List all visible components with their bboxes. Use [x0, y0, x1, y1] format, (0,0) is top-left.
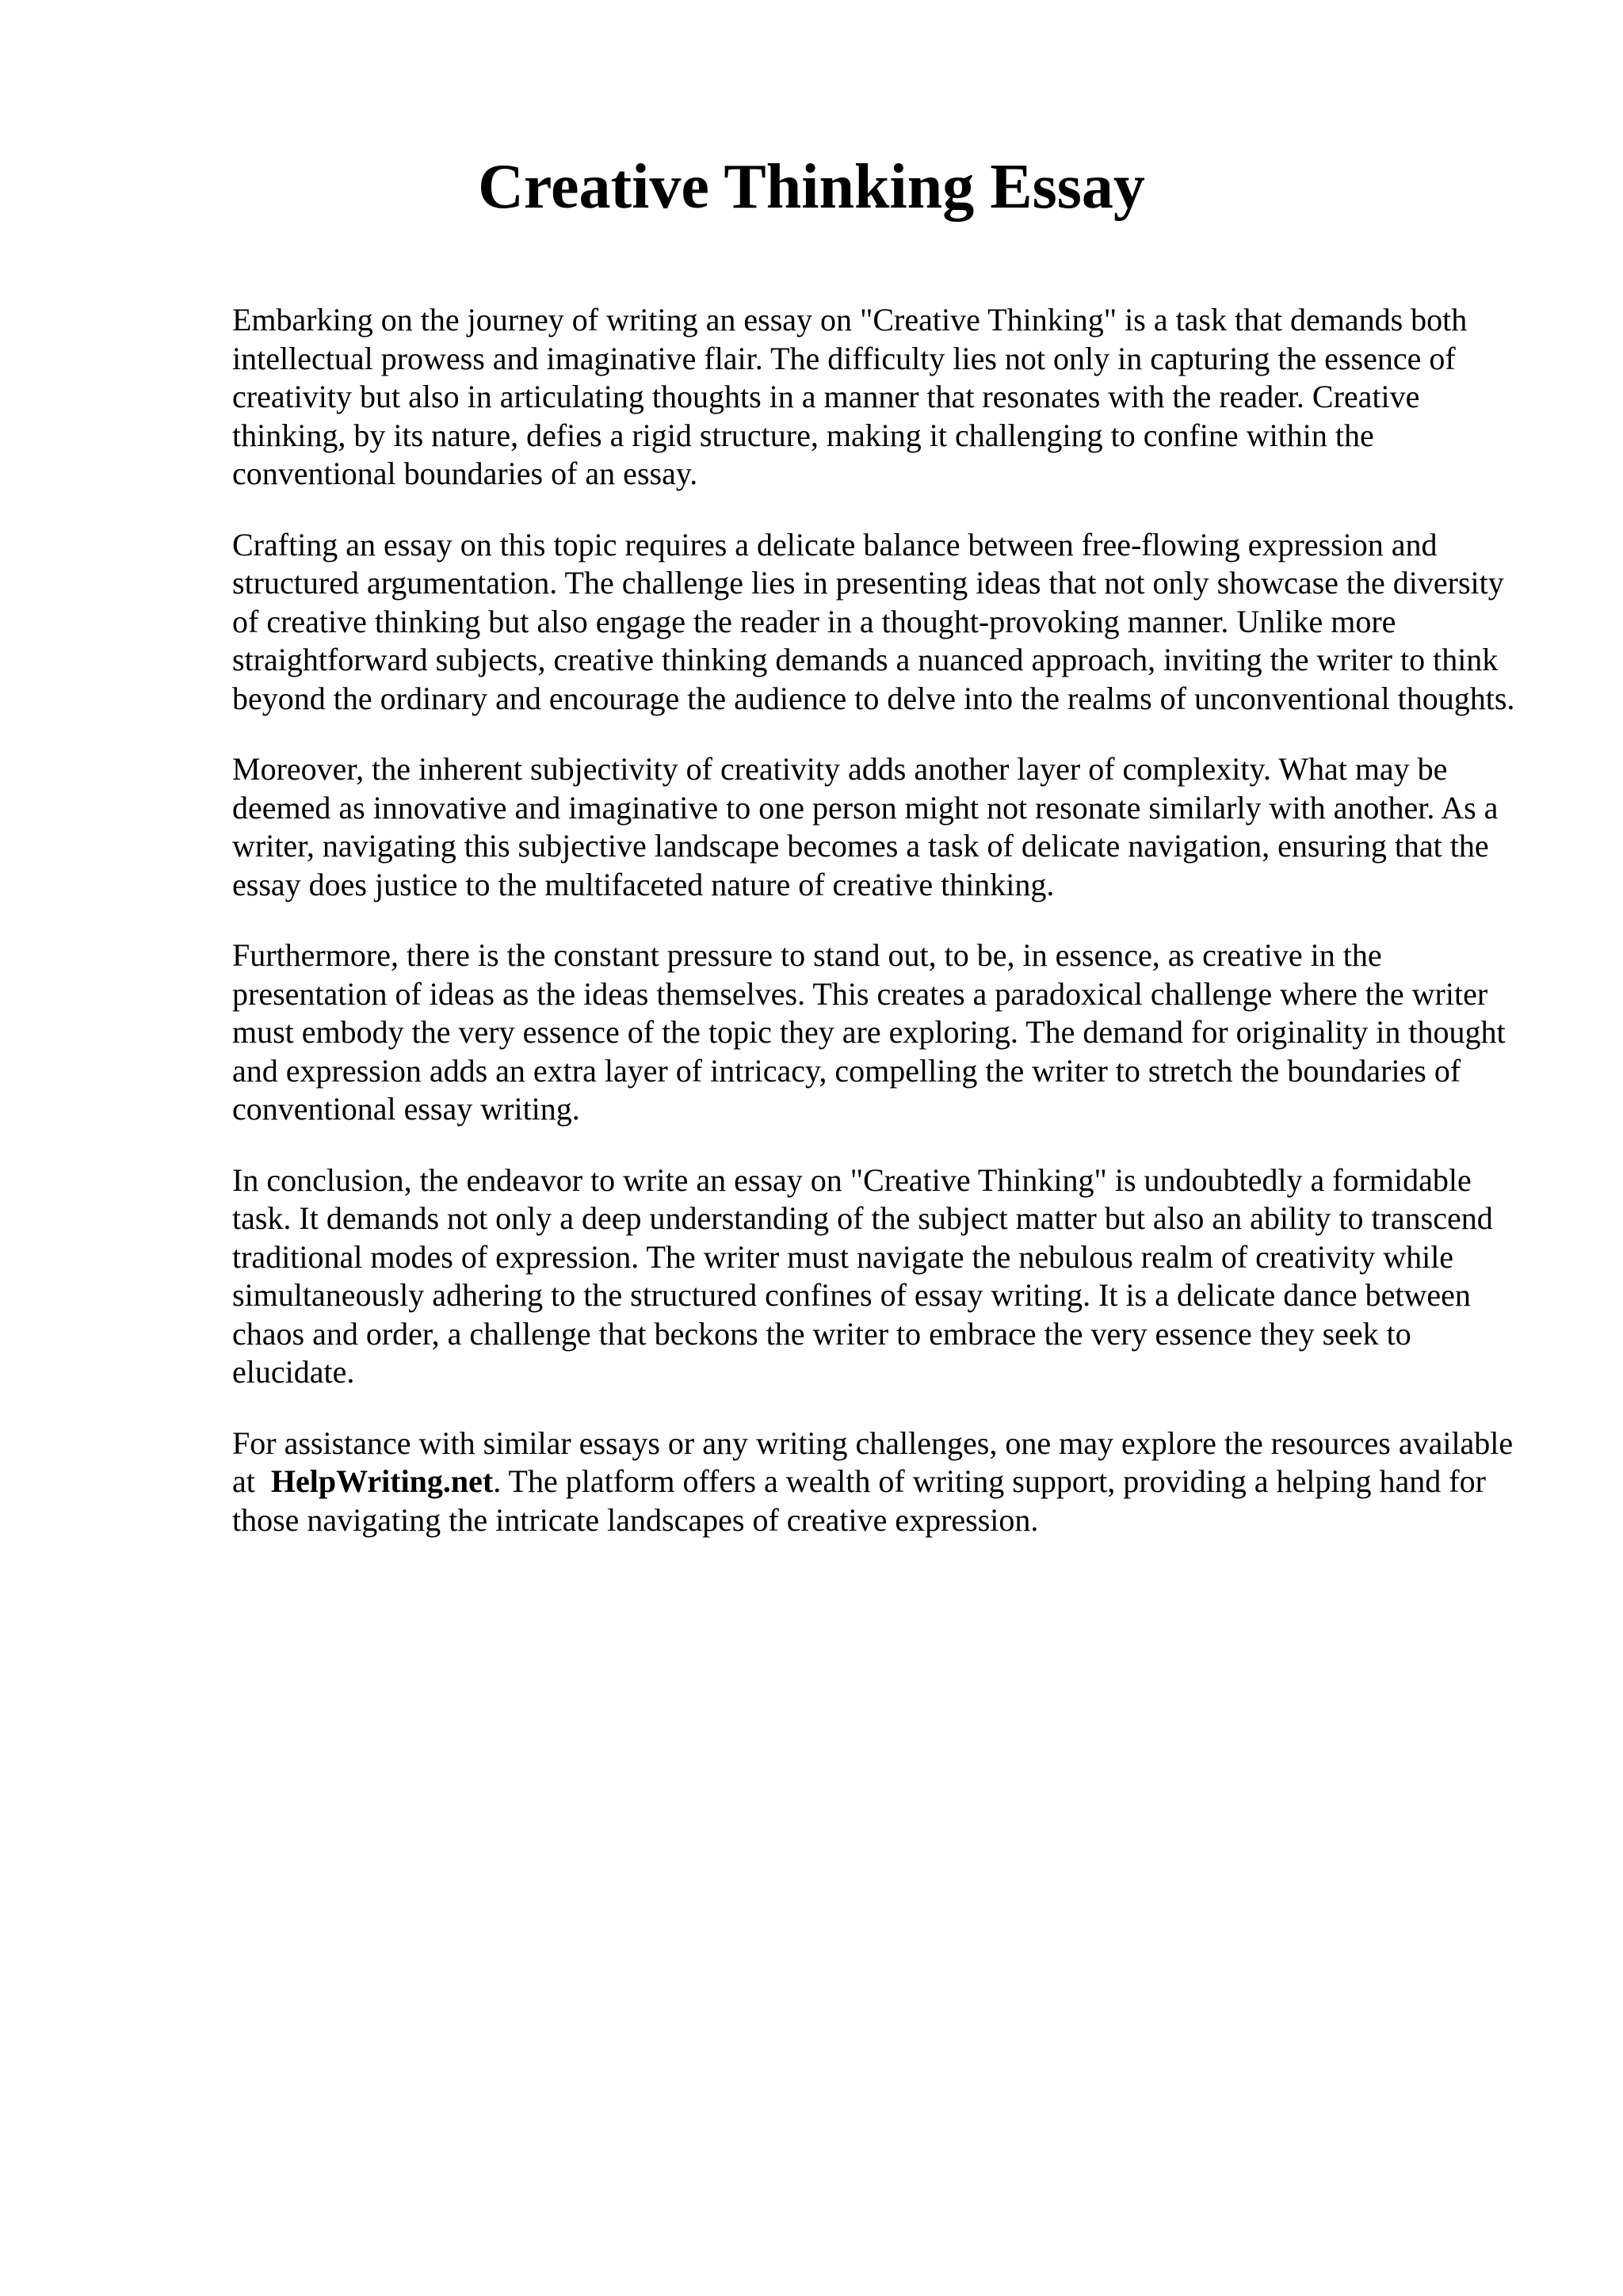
page-title: Creative Thinking Essay [478, 152, 1145, 222]
helpwriting-link[interactable]: HelpWriting.net [270, 1463, 494, 1499]
closing-text-before: For assistance with similar essays or any writing challenges, one may explore the resources available at [232, 1425, 1514, 1499]
closing-text-after: . The platform offers a wealth of writing support, providing a helping hand for those navigating the intricate landscapes of creative expression. [232, 1463, 1486, 1538]
essay-body [232, 301, 1532, 1572]
paragraph-4: Furthermore, there is the constant pressure to stand out, to be, in essence, as creative in the presentation of ideas as the ideas themselves. This creates a paradoxical challenge where the writer must embody the very essence of the topic they are exploring. The demand for originality in thought and expression adds an extra layer of intricacy, compelling the writer to stretch the boundaries of conventional essay writing. [232, 937, 1506, 1127]
paragraph-3: Moreover, the inherent subjectivity of creativity adds another layer of complexity. What may be deemed as innovative and imaginative to one person might not resonate similarly with another. As a writer, navigating this subjective landscape becomes a task of delicate navigation, ensuring that the essay does justice to the multifaceted nature of creative thinking. [232, 751, 1499, 902]
paragraph-1: Embarking on the journey of writing an essay on "Creative Thinking" is a task that demands both intellectual prowess and imaginative flair. The difficulty lies not only in capturing the essence of creativity but also in articulating thoughts in a manner that resonates with the reader. Creative thinking, by its nature, defies a rigid structure, making it challenging to confine within the conventional boundaries of an essay. [232, 302, 1468, 491]
paragraph-2: Crafting an essay on this topic requires a delicate balance between free-flowing expression and structured argumentation. The challenge lies in presenting ideas that not only showcase the diversity of creative thinking but also engage the reader in a thought-provoking manner. Unlike more straightforward subjects, creative thinking demands a nuanced approach, inviting the writer to think beyond the ordinary and encourage the audience to delve into the realms of unconventional thoughts. [232, 526, 1515, 716]
closing-paragraph [232, 1425, 1532, 1540]
paragraph-5: In conclusion, the endeavor to write an essay on "Creative Thinking" is undoubtedly a formidable task. It demands not only a deep understanding of the subject matter but also an ability to transcend traditional modes of expression. The writer must navigate the nebulous realm of creativity while simultaneously adhering to the structured confines of essay writing. It is a delicate dance between chaos and order, a challenge that beckons the writer to embrace the very essence they seek to elucidate. [232, 1161, 1493, 1390]
